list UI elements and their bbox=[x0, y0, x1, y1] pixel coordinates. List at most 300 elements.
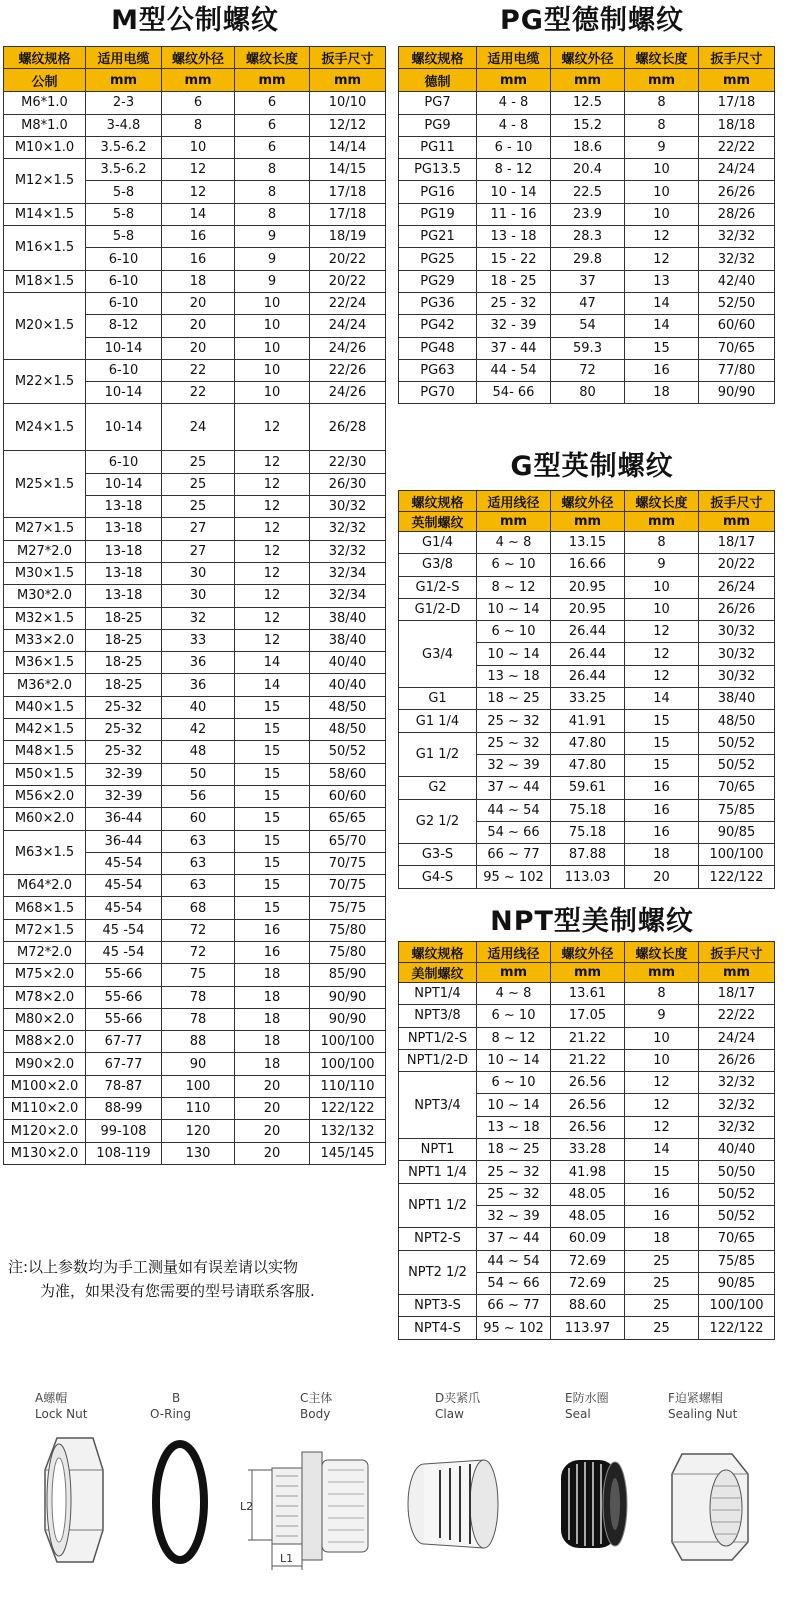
value-cell: 6 bbox=[162, 92, 235, 114]
value-cell: 21.22 bbox=[551, 1027, 625, 1049]
part-cn-label: A螺帽 bbox=[35, 1391, 68, 1405]
value-cell: 70/65 bbox=[699, 1228, 775, 1250]
value-cell: 13.61 bbox=[551, 983, 625, 1005]
table-row bbox=[399, 554, 775, 576]
table-row bbox=[399, 1250, 775, 1272]
value-cell: 15 bbox=[625, 754, 699, 776]
table-row bbox=[4, 114, 386, 136]
header-row-cell: 螺纹长度 bbox=[235, 47, 310, 69]
spec-cell: NPT1/2-D bbox=[399, 1049, 477, 1071]
spec-cell: NPT2-S bbox=[399, 1228, 477, 1250]
table-row bbox=[4, 607, 386, 629]
value-cell: 47.80 bbox=[551, 754, 625, 776]
value-cell: 10 - 14 bbox=[477, 181, 551, 203]
value-cell: 12 bbox=[235, 496, 310, 518]
table-row bbox=[4, 1008, 386, 1030]
value-cell: 6-10 bbox=[86, 359, 162, 381]
value-cell: 18-25 bbox=[86, 629, 162, 651]
value-cell: 28.3 bbox=[551, 226, 625, 248]
value-cell: 22/22 bbox=[699, 1005, 775, 1027]
value-cell: 26/26 bbox=[699, 598, 775, 620]
table-row bbox=[4, 203, 386, 225]
table-row bbox=[399, 159, 775, 181]
spec-cell: NPT4-S bbox=[399, 1317, 477, 1339]
part-en-label: Lock Nut bbox=[35, 1407, 88, 1421]
value-cell: 10 bbox=[235, 382, 310, 404]
value-cell: 75.18 bbox=[551, 821, 625, 843]
o-ring-icon bbox=[150, 1430, 220, 1570]
value-cell: 12 bbox=[235, 473, 310, 495]
table-row bbox=[4, 1098, 386, 1120]
value-cell: 13-18 bbox=[86, 496, 162, 518]
value-cell: 85/90 bbox=[310, 964, 386, 986]
value-cell: 18.6 bbox=[551, 136, 625, 158]
spec-cell: M120×2.0 bbox=[4, 1120, 86, 1142]
table-row bbox=[399, 532, 775, 554]
value-cell: 8 bbox=[235, 181, 310, 203]
table-row bbox=[399, 1139, 775, 1161]
value-cell: 4 ~ 8 bbox=[477, 532, 551, 554]
header-row-cell: 螺纹长度 bbox=[625, 491, 699, 512]
value-cell: 32 bbox=[162, 607, 235, 629]
value-cell: 37 ~ 44 bbox=[477, 777, 551, 799]
value-cell: 6 ~ 10 bbox=[477, 621, 551, 643]
header-row-cell: 螺纹规格 bbox=[4, 47, 86, 69]
value-cell: 26/24 bbox=[699, 576, 775, 598]
table-row bbox=[399, 1072, 775, 1094]
part-cn-label: E防水圈 bbox=[565, 1391, 609, 1405]
value-cell: 6-10 bbox=[86, 270, 162, 292]
value-cell: 25 ~ 32 bbox=[477, 1183, 551, 1205]
value-cell: 12 bbox=[625, 248, 699, 270]
value-cell: 36-44 bbox=[86, 830, 162, 852]
part-en-label: Claw bbox=[435, 1407, 464, 1421]
value-cell: 32/32 bbox=[699, 226, 775, 248]
value-cell: 88 bbox=[162, 1031, 235, 1053]
lock-nut-icon bbox=[35, 1430, 105, 1570]
spec-cell: M20×1.5 bbox=[4, 292, 86, 359]
value-cell: 15 bbox=[235, 852, 310, 874]
value-cell: 90/90 bbox=[699, 382, 775, 404]
value-cell: 55-66 bbox=[86, 1008, 162, 1030]
spec-cell: M48×1.5 bbox=[4, 741, 86, 763]
value-cell: 32 - 39 bbox=[477, 315, 551, 337]
value-cell: 26.44 bbox=[551, 665, 625, 687]
table-row bbox=[4, 1120, 386, 1142]
value-cell: 75/75 bbox=[310, 897, 386, 919]
value-cell: 9 bbox=[625, 136, 699, 158]
value-cell: 78 bbox=[162, 1008, 235, 1030]
table-row bbox=[4, 875, 386, 897]
m-table-title: M型公制螺纹 bbox=[111, 5, 279, 36]
unit-row-cell: mm bbox=[477, 512, 551, 532]
value-cell: 17/18 bbox=[310, 181, 386, 203]
value-cell: 12 bbox=[625, 1116, 699, 1138]
value-cell: 55-66 bbox=[86, 986, 162, 1008]
value-cell: 3-4.8 bbox=[86, 114, 162, 136]
value-cell: 10 bbox=[162, 136, 235, 158]
value-cell: 16 bbox=[625, 799, 699, 821]
value-cell: 72.69 bbox=[551, 1272, 625, 1294]
value-cell: 12 bbox=[235, 404, 310, 451]
table-row bbox=[399, 359, 775, 381]
spec-cell: M90×2.0 bbox=[4, 1053, 86, 1075]
spec-cell: NPT1/2-S bbox=[399, 1027, 477, 1049]
table-row bbox=[4, 292, 386, 314]
value-cell: 20 bbox=[235, 1098, 310, 1120]
value-cell: 18 ~ 25 bbox=[477, 1139, 551, 1161]
value-cell: 110 bbox=[162, 1098, 235, 1120]
value-cell: 20 bbox=[235, 1120, 310, 1142]
unit-row-cell: 美制螺纹 bbox=[399, 963, 477, 983]
table-row bbox=[399, 1183, 775, 1205]
body-icon bbox=[238, 1430, 378, 1580]
value-cell: 2-3 bbox=[86, 92, 162, 114]
value-cell: 50 bbox=[162, 763, 235, 785]
header-row-cell: 扳手尺寸 bbox=[699, 942, 775, 963]
value-cell: 33.25 bbox=[551, 688, 625, 710]
table-row bbox=[399, 732, 775, 754]
header-row-cell: 适用线径 bbox=[477, 942, 551, 963]
spec-cell: M36×1.5 bbox=[4, 652, 86, 674]
value-cell: 25 bbox=[625, 1295, 699, 1317]
table-row bbox=[399, 1295, 775, 1317]
value-cell: 16 bbox=[235, 919, 310, 941]
value-cell: 32/32 bbox=[310, 540, 386, 562]
value-cell: 77/80 bbox=[699, 359, 775, 381]
value-cell: 32/34 bbox=[310, 585, 386, 607]
unit-row bbox=[399, 963, 775, 983]
value-cell: 75/80 bbox=[310, 941, 386, 963]
table-row bbox=[4, 785, 386, 807]
spec-cell: M75×2.0 bbox=[4, 964, 86, 986]
value-cell: 12 bbox=[235, 451, 310, 473]
spec-cell: M8*1.0 bbox=[4, 114, 86, 136]
value-cell: 8 bbox=[162, 114, 235, 136]
header-row-cell: 适用电缆 bbox=[477, 47, 551, 69]
spec-cell: M63×1.5 bbox=[4, 830, 86, 875]
note-line-1: 注:以上参数均为手工测量如有误差请以实物 bbox=[8, 1258, 299, 1276]
value-cell: 37 ~ 44 bbox=[477, 1228, 551, 1250]
spec-cell: M36*2.0 bbox=[4, 674, 86, 696]
value-cell: 15 bbox=[235, 830, 310, 852]
value-cell: 15 bbox=[235, 897, 310, 919]
value-cell: 122/122 bbox=[310, 1098, 386, 1120]
table-row bbox=[4, 964, 386, 986]
value-cell: 75/80 bbox=[310, 919, 386, 941]
value-cell: 25 bbox=[162, 496, 235, 518]
value-cell: 16.66 bbox=[551, 554, 625, 576]
unit-row-cell: mm bbox=[477, 69, 551, 92]
part-seal bbox=[555, 1390, 675, 1570]
value-cell: 15 bbox=[235, 696, 310, 718]
table-row bbox=[4, 518, 386, 540]
table-row bbox=[4, 719, 386, 741]
value-cell: 8 bbox=[625, 92, 699, 114]
value-cell: 22/30 bbox=[310, 451, 386, 473]
value-cell: 17.05 bbox=[551, 1005, 625, 1027]
header-row-cell: 适用电缆 bbox=[86, 47, 162, 69]
value-cell: 72 bbox=[162, 919, 235, 941]
spec-cell: M6*1.0 bbox=[4, 92, 86, 114]
value-cell: 80 bbox=[551, 382, 625, 404]
value-cell: 40/40 bbox=[310, 652, 386, 674]
value-cell: 20/22 bbox=[310, 248, 386, 270]
value-cell: 24/26 bbox=[310, 382, 386, 404]
value-cell: 17/18 bbox=[310, 203, 386, 225]
part-en-label: Sealing Nut bbox=[668, 1407, 738, 1421]
pg-table-title: PG型德制螺纹 bbox=[500, 5, 684, 36]
value-cell: 15 bbox=[625, 732, 699, 754]
value-cell: 44 - 54 bbox=[477, 359, 551, 381]
spec-cell: NPT1 1/4 bbox=[399, 1161, 477, 1183]
value-cell: 10-14 bbox=[86, 473, 162, 495]
value-cell: 25 bbox=[162, 473, 235, 495]
table-row bbox=[399, 688, 775, 710]
spec-cell: M16×1.5 bbox=[4, 226, 86, 271]
value-cell: 90/85 bbox=[699, 1272, 775, 1294]
value-cell: 42/40 bbox=[699, 270, 775, 292]
value-cell: 33 bbox=[162, 629, 235, 651]
table-row bbox=[4, 763, 386, 785]
value-cell: 27 bbox=[162, 518, 235, 540]
value-cell: 5-8 bbox=[86, 181, 162, 203]
value-cell: 14 bbox=[625, 315, 699, 337]
table-row bbox=[4, 941, 386, 963]
spec-cell: M27×1.5 bbox=[4, 518, 86, 540]
value-cell: 48/50 bbox=[310, 696, 386, 718]
value-cell: 50/52 bbox=[699, 1183, 775, 1205]
value-cell: 13 ~ 18 bbox=[477, 665, 551, 687]
unit-row-cell: mm bbox=[625, 69, 699, 92]
value-cell: 44 ~ 54 bbox=[477, 1250, 551, 1272]
part-body bbox=[238, 1390, 358, 1580]
spec-cell: PG25 bbox=[399, 248, 477, 270]
table-row bbox=[4, 1031, 386, 1053]
header-row-cell: 螺纹外径 bbox=[551, 942, 625, 963]
spec-cell: G1 1/4 bbox=[399, 710, 477, 732]
value-cell: 3.5-6.2 bbox=[86, 136, 162, 158]
table-row bbox=[399, 203, 775, 225]
table-row bbox=[399, 270, 775, 292]
value-cell: 99-108 bbox=[86, 1120, 162, 1142]
spec-cell: M12×1.5 bbox=[4, 159, 86, 204]
header-row bbox=[399, 491, 775, 512]
value-cell: 15 bbox=[235, 785, 310, 807]
value-cell: 32 ~ 39 bbox=[477, 1205, 551, 1227]
value-cell: 75.18 bbox=[551, 799, 625, 821]
table-row bbox=[399, 710, 775, 732]
value-cell: 6-10 bbox=[86, 451, 162, 473]
value-cell: 5-8 bbox=[86, 203, 162, 225]
value-cell: 68 bbox=[162, 897, 235, 919]
table-row bbox=[4, 159, 386, 181]
value-cell: 70/65 bbox=[699, 337, 775, 359]
value-cell: 30 bbox=[162, 562, 235, 584]
value-cell: 40/40 bbox=[699, 1139, 775, 1161]
value-cell: 14 bbox=[625, 688, 699, 710]
value-cell: 100/100 bbox=[310, 1031, 386, 1053]
value-cell: 54 ~ 66 bbox=[477, 1272, 551, 1294]
value-cell: 15 bbox=[235, 741, 310, 763]
unit-row-cell: mm bbox=[86, 69, 162, 92]
spec-cell: M14×1.5 bbox=[4, 203, 86, 225]
value-cell: 36 bbox=[162, 674, 235, 696]
header-row-cell: 螺纹外径 bbox=[551, 491, 625, 512]
npt-spec-table bbox=[398, 941, 775, 1340]
value-cell: 100 bbox=[162, 1075, 235, 1097]
unit-row-cell: mm bbox=[699, 69, 775, 92]
value-cell: 47.80 bbox=[551, 732, 625, 754]
value-cell: 59.3 bbox=[551, 337, 625, 359]
value-cell: 8 bbox=[235, 159, 310, 181]
value-cell: 48/50 bbox=[699, 710, 775, 732]
spec-cell: M56×2.0 bbox=[4, 785, 86, 807]
value-cell: 27 bbox=[162, 540, 235, 562]
dim-l1-label: L1 bbox=[280, 1552, 294, 1565]
value-cell: 14 bbox=[235, 674, 310, 696]
spec-cell: M68×1.5 bbox=[4, 897, 86, 919]
table-row bbox=[399, 337, 775, 359]
value-cell: 100/100 bbox=[310, 1053, 386, 1075]
value-cell: 13.15 bbox=[551, 532, 625, 554]
part-cn-label: F迫紧螺帽 bbox=[668, 1391, 723, 1405]
value-cell: 20/22 bbox=[310, 270, 386, 292]
value-cell: 18 - 25 bbox=[477, 270, 551, 292]
value-cell: 24/24 bbox=[699, 1027, 775, 1049]
value-cell: 14 bbox=[625, 1139, 699, 1161]
value-cell: 67-77 bbox=[86, 1053, 162, 1075]
m-spec-table bbox=[3, 46, 386, 1165]
value-cell: 132/132 bbox=[310, 1120, 386, 1142]
header-row-cell: 螺纹规格 bbox=[399, 491, 477, 512]
value-cell: 63 bbox=[162, 830, 235, 852]
table-row bbox=[4, 808, 386, 830]
unit-row-cell: mm bbox=[310, 69, 386, 92]
value-cell: 14 bbox=[162, 203, 235, 225]
value-cell: 18-25 bbox=[86, 674, 162, 696]
value-cell: 6 bbox=[235, 92, 310, 114]
value-cell: 50/52 bbox=[699, 732, 775, 754]
spec-cell: M30×1.5 bbox=[4, 562, 86, 584]
value-cell: 9 bbox=[625, 1005, 699, 1027]
value-cell: 10 bbox=[235, 292, 310, 314]
value-cell: 18 ~ 25 bbox=[477, 688, 551, 710]
value-cell: 10 bbox=[625, 159, 699, 181]
value-cell: 78 bbox=[162, 986, 235, 1008]
unit-row bbox=[399, 69, 775, 92]
value-cell: 4 - 8 bbox=[477, 92, 551, 114]
value-cell: 22 bbox=[162, 382, 235, 404]
value-cell: 24/26 bbox=[310, 337, 386, 359]
table-row bbox=[399, 248, 775, 270]
value-cell: 33.28 bbox=[551, 1139, 625, 1161]
value-cell: 12 bbox=[625, 226, 699, 248]
value-cell: 100/100 bbox=[699, 844, 775, 866]
value-cell: 8 bbox=[625, 114, 699, 136]
value-cell: 13 bbox=[625, 270, 699, 292]
spec-cell: NPT1 bbox=[399, 1139, 477, 1161]
value-cell: 54- 66 bbox=[477, 382, 551, 404]
table-row bbox=[4, 270, 386, 292]
value-cell: 10 bbox=[625, 203, 699, 225]
header-row-cell: 适用线径 bbox=[477, 491, 551, 512]
value-cell: 130 bbox=[162, 1142, 235, 1164]
value-cell: 8 bbox=[235, 203, 310, 225]
value-cell: 50/50 bbox=[699, 1161, 775, 1183]
value-cell: 18/19 bbox=[310, 226, 386, 248]
table-row bbox=[399, 844, 775, 866]
value-cell: 48.05 bbox=[551, 1183, 625, 1205]
value-cell: 10 ~ 14 bbox=[477, 643, 551, 665]
header-row bbox=[4, 47, 386, 69]
value-cell: 17/18 bbox=[699, 92, 775, 114]
value-cell: 10-14 bbox=[86, 382, 162, 404]
value-cell: 30 bbox=[162, 585, 235, 607]
value-cell: 63 bbox=[162, 875, 235, 897]
value-cell: 16 bbox=[162, 248, 235, 270]
value-cell: 37 bbox=[551, 270, 625, 292]
table-row bbox=[4, 830, 386, 852]
value-cell: 4 - 8 bbox=[477, 114, 551, 136]
value-cell: 50/52 bbox=[310, 741, 386, 763]
spec-cell: PG19 bbox=[399, 203, 477, 225]
table-row bbox=[4, 897, 386, 919]
value-cell: 15 bbox=[235, 875, 310, 897]
value-cell: 10 ~ 14 bbox=[477, 1094, 551, 1116]
value-cell: 10 ~ 14 bbox=[477, 1049, 551, 1071]
value-cell: 67-77 bbox=[86, 1031, 162, 1053]
value-cell: 45 -54 bbox=[86, 919, 162, 941]
spec-cell: G3/4 bbox=[399, 621, 477, 688]
value-cell: 88.60 bbox=[551, 1295, 625, 1317]
table-row bbox=[4, 696, 386, 718]
value-cell: 14 bbox=[625, 292, 699, 314]
value-cell: 18 bbox=[235, 1031, 310, 1053]
table-row bbox=[4, 1075, 386, 1097]
spec-cell: M27*2.0 bbox=[4, 540, 86, 562]
value-cell: 16 bbox=[162, 226, 235, 248]
value-cell: 120 bbox=[162, 1120, 235, 1142]
value-cell: 22 bbox=[162, 359, 235, 381]
table-row bbox=[4, 404, 386, 451]
value-cell: 20/22 bbox=[699, 554, 775, 576]
header-row-cell: 螺纹规格 bbox=[399, 942, 477, 963]
spec-cell: G3/8 bbox=[399, 554, 477, 576]
value-cell: 28/26 bbox=[699, 203, 775, 225]
value-cell: 6 ~ 10 bbox=[477, 1072, 551, 1094]
header-row-cell: 扳手尺寸 bbox=[699, 491, 775, 512]
spec-cell: G1 1/2 bbox=[399, 732, 477, 777]
spec-cell: M88×2.0 bbox=[4, 1031, 86, 1053]
value-cell: 8 bbox=[625, 983, 699, 1005]
value-cell: 12 bbox=[162, 181, 235, 203]
spec-cell: M80×2.0 bbox=[4, 1008, 86, 1030]
table-row bbox=[399, 1161, 775, 1183]
value-cell: 88-99 bbox=[86, 1098, 162, 1120]
value-cell: 12 bbox=[235, 562, 310, 584]
g-spec-table bbox=[398, 490, 775, 889]
table-row bbox=[399, 1049, 775, 1071]
value-cell: 90/85 bbox=[699, 821, 775, 843]
spec-cell: PG63 bbox=[399, 359, 477, 381]
value-cell: 25 ~ 32 bbox=[477, 1161, 551, 1183]
dim-l2-label: L2 bbox=[240, 1500, 254, 1513]
value-cell: 25 ~ 32 bbox=[477, 732, 551, 754]
value-cell: 15 bbox=[235, 719, 310, 741]
g-table-title: G型英制螺纹 bbox=[510, 451, 674, 482]
unit-row-cell: 公制 bbox=[4, 69, 86, 92]
